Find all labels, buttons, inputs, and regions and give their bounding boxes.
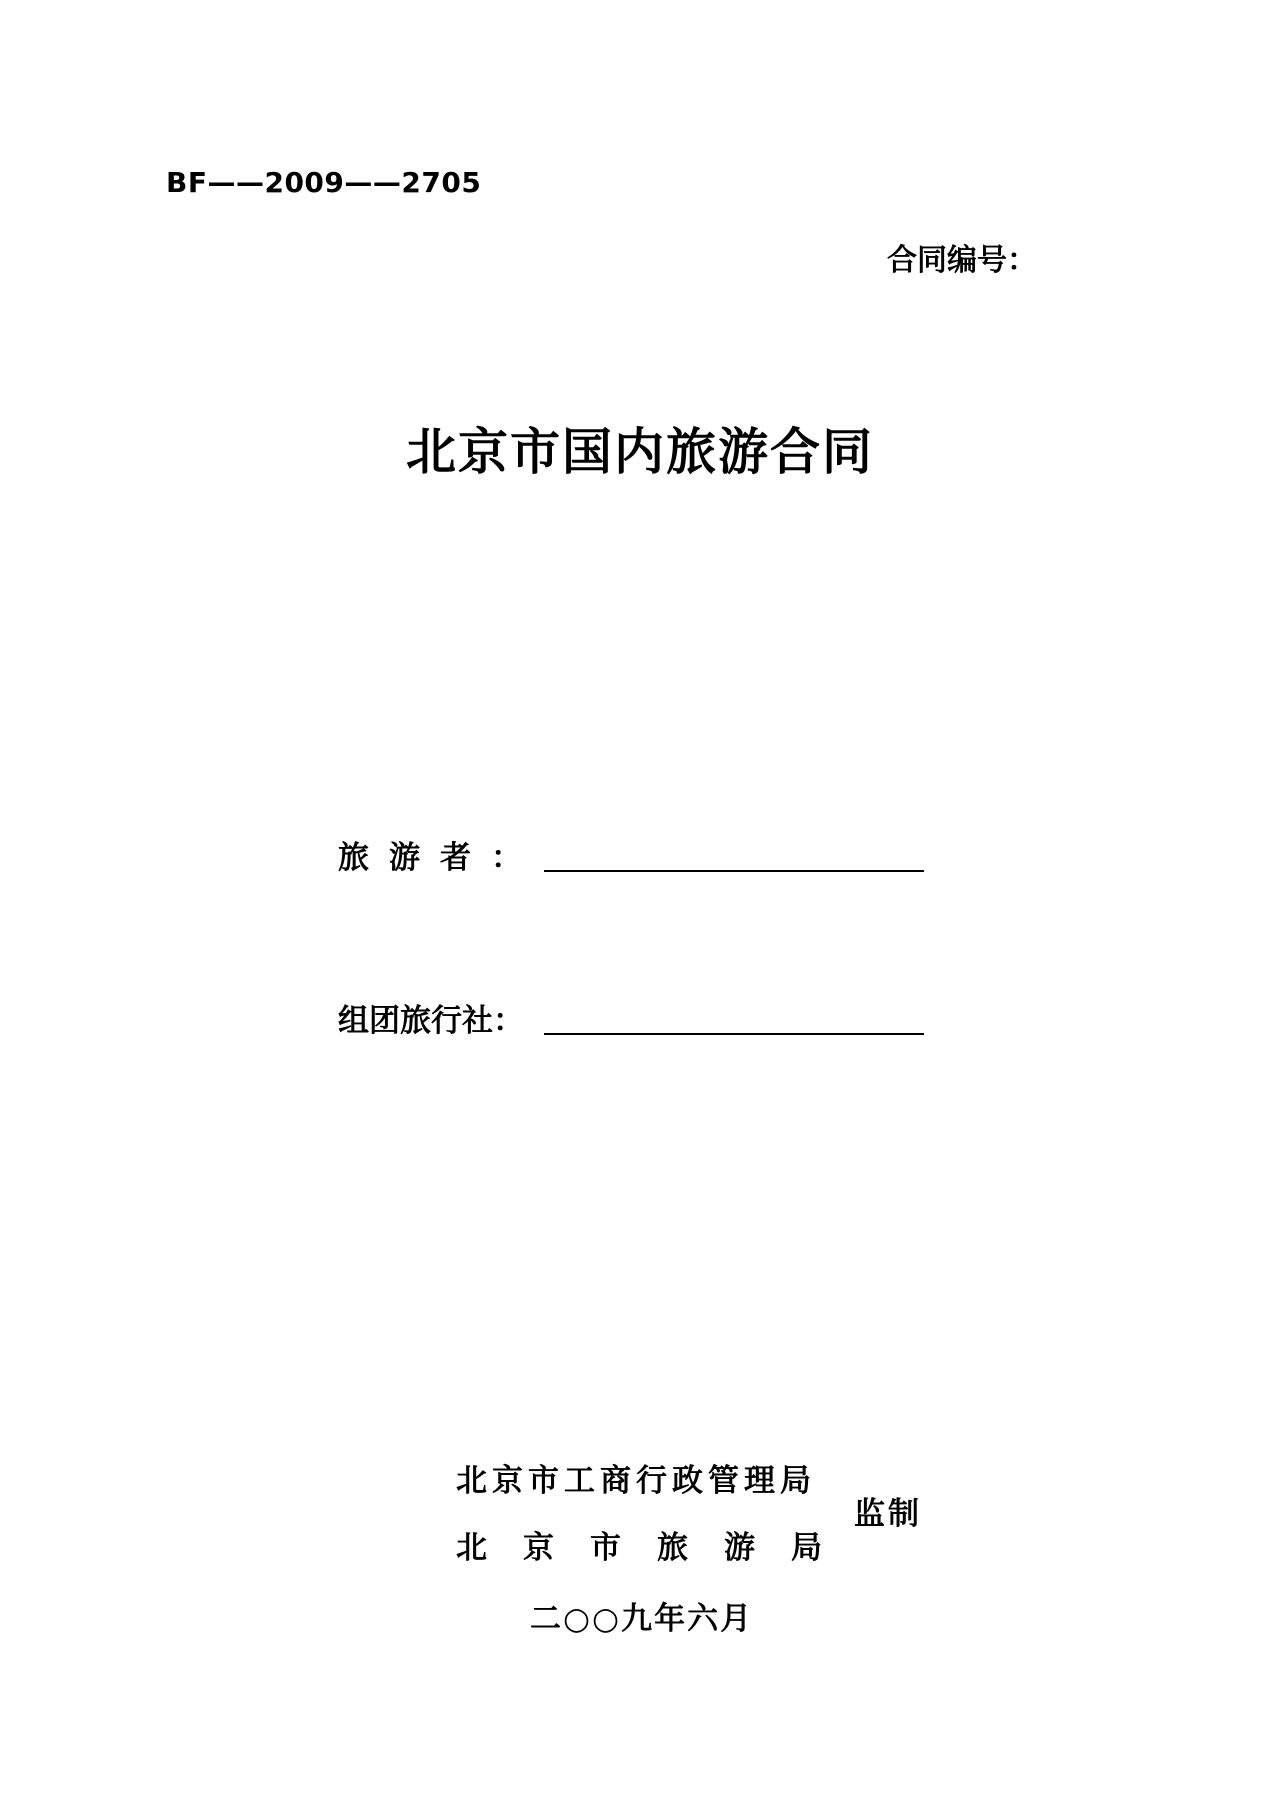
agency-blank-line	[544, 1033, 924, 1035]
contract-number-label: 合同编号：	[887, 243, 1037, 278]
supervise-label: 监制	[854, 1496, 922, 1532]
supervisor-commerce-bureau: 北京市工商行政管理局	[456, 1463, 816, 1499]
issue-date: 二○○九年六月	[530, 1601, 754, 1637]
document-code: BF——2009——2705	[166, 166, 482, 199]
supervisor-tourism-bureau: 北京市旅游局	[456, 1530, 858, 1566]
traveler-blank-line	[544, 870, 924, 872]
traveler-label: 旅游者：	[338, 840, 542, 876]
document-title: 北京市国内旅游合同	[406, 423, 874, 481]
agency-label: 组团旅行社：	[338, 1003, 524, 1039]
